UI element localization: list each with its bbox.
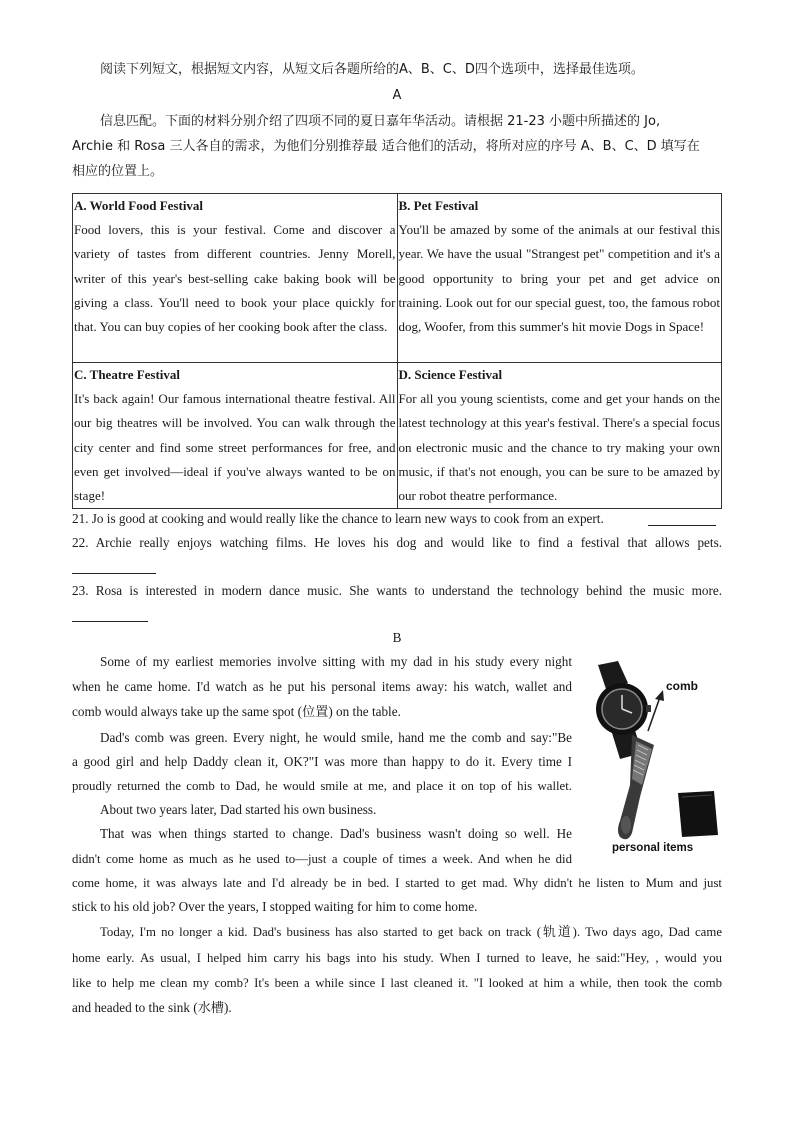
passage-line: and headed to the sink (水槽). [72, 1000, 232, 1015]
festival-cell-c [73, 363, 398, 509]
festival-cell-b [397, 194, 722, 363]
passage-line: Today, I'm no longer a kid. Dad's business has also started to get back on track (轨道). Two days ago, Dad came [100, 925, 722, 939]
comb-label: comb [666, 679, 699, 693]
section-a-intro-line3: 相应的位置上。 [72, 164, 164, 179]
passage-line: a good girl and help Daddy clean it, OK?"I was more than happy to do it. Every time I [72, 754, 572, 769]
festival-heading-c: C. Theatre Festival [74, 367, 181, 382]
passage-line: comb would always take up the same spot (位置) on the table. [72, 704, 401, 719]
passage-line: About two years later, Dad started his own business. [100, 802, 377, 817]
question-21-text: 21. Jo is good at cooking and would really like the chance to learn new ways to cook from an expert. [72, 511, 604, 526]
festival-text-d: For all you young scientists, come and get your hands on the latest technology at this year's festival. There's a special focus on electronic music and the chance to try making your own music, if that's not enough, you can be sure to be amazed by our robot theatre performance. [398, 391, 720, 504]
passage-line: proudly returned the comb to Dad, he would smile at me, and place it on top of his wallet. [72, 779, 572, 793]
festival-text-b: You'll be amazed by some of the animals at our festival this year. We have the usual "Strangest pet" competition and it's a good opportunity to bring your pet and get advice on training. Look out for our special guest, too, the famous robot dog, Woofer, from this summer's hit movie Dogs in Space! [398, 222, 720, 335]
festival-text-c: It's back again! Our famous international theatre festival. All our big theatres will be involved. You can walk through the city center and find some street performances for free, and even get involved—ideal if you've always wanted to be on stage! [74, 391, 396, 504]
passage-line: come home, it was always late and I'd already be in bed. I started to get mad. Why didn't he listen to Mum and just [72, 876, 722, 890]
passage-line: Dad's comb was green. Every night, he would smile, hand me the comb and say:"Be [100, 730, 572, 745]
festival-table [72, 193, 722, 509]
wallet-icon [678, 791, 718, 837]
passage-line: stick to his old job? Over the years, I stopped waiting for him to come home. [72, 899, 478, 914]
question-22: 22. Archie really enjoys watching films. He loves his dog and would like to find a festival that allows pets. [72, 535, 722, 550]
answer-blank-22[interactable] [72, 559, 156, 574]
passage-line: home early. As usual, I helped him carry his bags into his study. When I turned to leave, he said:"Hey, , would you [72, 951, 722, 965]
question-21 [72, 507, 722, 532]
passage-line: like to help me clean my comb? It's been a while since I last cleaned it. "I looked at him a while, then took the comb [72, 976, 722, 990]
section-a-intro-line2: Archie 和 Rosa 三人各自的需求，为他们分别推荐最 适合他们的活动，将所对应的序号 A、B、C、D 填写在 [72, 139, 700, 154]
passage-line: That was when things started to change. Dad's business wasn't doing so well. He [100, 826, 572, 841]
section-a-intro-line1: 信息匹配。下面的材料分别介绍了四项不同的夏日嘉年华活动。请根据 21-23 小题中所描述的 Jo, [100, 114, 661, 129]
passage-line: Some of my earliest memories involve sitting with my dad in his study every night [100, 654, 572, 669]
festival-heading-a: A. World Food Festival [74, 198, 204, 213]
festival-heading-b: B. Pet Festival [398, 198, 479, 213]
passage-line: when he came home. I'd watch as he put his personal items away: his watch, wallet and [72, 679, 572, 694]
answer-blank-21[interactable] [648, 511, 716, 526]
festival-heading-d: D. Science Festival [398, 367, 503, 382]
instructions: 阅读下列短文，根据短文内容，从短文后各题所给的A、B、C、D四个选项中，选择最佳选项。 [100, 62, 644, 77]
question-23: 23. Rosa is interested in modern dance music. She wants to understand the technology behind the music more. [72, 583, 722, 598]
answer-blank-23[interactable] [72, 607, 148, 622]
personal-items-figure [584, 657, 724, 857]
personal-items-label: personal items [612, 842, 694, 854]
festival-text-a: Food lovers, this is your festival. Come and discover a variety of tastes from different countries. Jenny Morell, writer of this year's best-selling cake baking book will be giving a class. You'll need to book your place quickly for that. You can buy copies of her cooking book after the class. [74, 222, 396, 335]
festival-cell-d [397, 363, 722, 509]
section-a-label: A [392, 88, 402, 103]
passage-line: didn't come home as much as he used to—just a couple of times a week. And when he did [72, 852, 572, 866]
festival-cell-a [73, 194, 398, 363]
section-b-label: B [392, 630, 402, 645]
